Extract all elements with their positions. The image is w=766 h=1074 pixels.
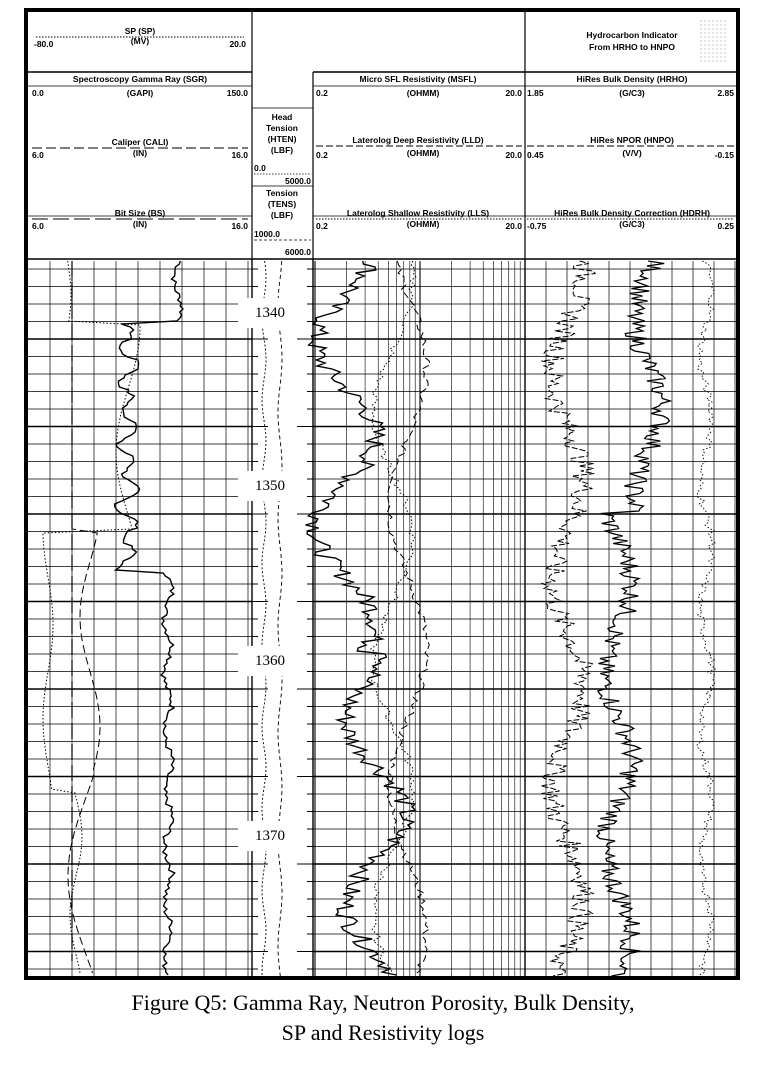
hnpo-min: 0.45 xyxy=(527,150,544,160)
hrho-name: HiRes Bulk Density (HRHO) xyxy=(576,74,688,84)
bs-name: Bit Size (BS) xyxy=(114,208,166,218)
hnpo-name: HiRes NPOR (HNPO) xyxy=(590,135,674,145)
depth-track-header xyxy=(252,112,313,257)
tens-line3: (LBF) xyxy=(270,210,294,220)
hrho-trace xyxy=(597,261,670,976)
hten-line2: Tension xyxy=(266,123,298,133)
cali-name: Caliper (CALI) xyxy=(111,137,169,147)
hten-max: 5000.0 xyxy=(285,176,311,186)
depth-label-1360: 1360 xyxy=(238,646,302,676)
sp-name: SP (SP) xyxy=(124,26,156,36)
head-tension-trace xyxy=(262,261,266,976)
hnpo-unit: (V/V) xyxy=(622,148,642,158)
lls-unit: (OHMM) xyxy=(406,219,440,229)
hrho-unit: (G/C3) xyxy=(619,88,645,98)
lld-max: 20.0 xyxy=(505,150,522,160)
cali-max: 16.0 xyxy=(231,150,248,160)
hnpo-trace xyxy=(541,261,595,976)
msfl-unit: (OHMM) xyxy=(406,88,440,98)
indicator-pattern xyxy=(698,18,728,62)
track1-header xyxy=(32,26,248,231)
tens-line1: Tension xyxy=(266,188,298,198)
sp-min: -80.0 xyxy=(34,39,54,49)
hdrh-max: 0.25 xyxy=(717,221,734,231)
log-curves xyxy=(43,261,715,976)
cali-min: 6.0 xyxy=(32,150,44,160)
hnpo-max: -0.15 xyxy=(714,150,734,160)
hdrh-name: HiRes Bulk Density Correction (HDRH) xyxy=(554,208,710,218)
caption-line-2: SP and Resistivity logs xyxy=(281,1020,485,1045)
sgr-min: 0.0 xyxy=(32,88,44,98)
hten-line4: (LBF) xyxy=(270,145,294,155)
lld-min: 0.2 xyxy=(316,150,328,160)
msfl-min: 0.2 xyxy=(316,88,328,98)
hten-line1: Head xyxy=(271,112,293,122)
caliper-trace xyxy=(68,261,100,973)
lls-max: 20.0 xyxy=(505,221,522,231)
figure-caption xyxy=(0,988,766,1048)
hdrh-unit: (G/C3) xyxy=(619,219,645,229)
sp-max: 20.0 xyxy=(229,39,246,49)
bs-min: 6.0 xyxy=(32,221,44,231)
lld-name: Laterolog Deep Resistivity (LLD) xyxy=(352,135,484,145)
hrho-min: 1.85 xyxy=(527,88,544,98)
bs-max: 16.0 xyxy=(231,221,248,231)
hten-line3: (HTEN) xyxy=(267,134,297,144)
hdrh-min: -0.75 xyxy=(527,221,547,231)
tens-min: 1000.0 xyxy=(254,229,280,239)
hdrh-trace xyxy=(697,261,715,975)
log-grid xyxy=(28,259,736,976)
msfl-max: 20.0 xyxy=(505,88,522,98)
bs-unit: (IN) xyxy=(132,219,148,229)
indicator-line2: From HRHO to HNPO xyxy=(589,42,675,52)
sgr-name: Spectroscopy Gamma Ray (SGR) xyxy=(72,74,208,84)
indicator-line1: Hydrocarbon Indicator xyxy=(586,30,678,40)
sgr-unit: (GAPI) xyxy=(126,88,154,98)
msfl-name: Micro SFL Resistivity (MSFL) xyxy=(359,74,477,84)
gamma-ray-trace xyxy=(115,261,183,975)
lls-min: 0.2 xyxy=(316,221,328,231)
msfl-trace xyxy=(306,261,416,975)
sgr-max: 150.0 xyxy=(226,88,248,98)
tens-max: 6000.0 xyxy=(285,247,311,257)
tension-trace xyxy=(278,261,282,976)
sp-unit: (MV) xyxy=(130,36,150,46)
cali-unit: (IN) xyxy=(132,148,148,158)
depth-label-1370: 1370 xyxy=(238,821,302,851)
caption-line-1: Figure Q5: Gamma Ray, Neutron Porosity, Bulk Density, xyxy=(131,990,635,1015)
hten-min: 0.0 xyxy=(254,163,266,173)
tens-line2: (TENS) xyxy=(267,199,297,209)
lls-trace xyxy=(371,261,416,973)
track2-header xyxy=(316,74,522,231)
lls-name: Laterolog Shallow Resistivity (LLS) xyxy=(346,208,490,218)
lld-trace xyxy=(386,261,430,973)
lld-unit: (OHMM) xyxy=(406,148,440,158)
well-log-svg xyxy=(28,12,736,976)
sp-trace xyxy=(43,261,140,973)
hrho-max: 2.85 xyxy=(717,88,734,98)
well-log-figure xyxy=(24,8,740,980)
depth-label-1340: 1340 xyxy=(238,298,302,328)
depth-label-1350: 1350 xyxy=(238,471,302,501)
